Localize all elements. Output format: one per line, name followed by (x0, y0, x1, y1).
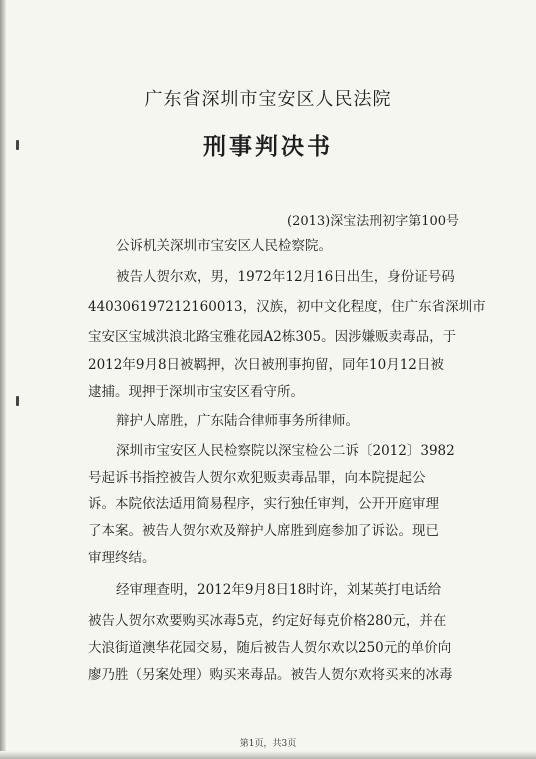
document-title: 刑事判决书 (203, 133, 333, 160)
court-name: 广东省深圳市宝安区人民法院 (144, 89, 392, 110)
body-line: 公诉机关深圳市宝安区人民检察院。 (116, 238, 332, 254)
body-line: 440306197212160013，汉族，初中文化程度，住广东省深圳市 (88, 299, 486, 315)
body-line: 逮捕。现押于深圳市宝安区看守所。 (88, 384, 304, 400)
body-line: 深圳市宝安区人民检察院以深宝检公二诉〔2012〕3982 (116, 443, 455, 459)
body-line: 审理终结。 (88, 550, 156, 566)
body-line: 号起诉书指控被告人贺尔欢犯贩卖毒品罪，向本院提起公 (88, 470, 426, 486)
page-number: 第1页，共3页 (239, 739, 297, 749)
scan-bottom-edge-shadow (0, 751, 536, 759)
body-line: 被告人贺尔欢，男，1972年12月16日出生，身份证号码 (116, 269, 455, 285)
body-line: 辩护人席胜，广东陆合律师事务所律师。 (116, 413, 359, 429)
binding-mark (16, 396, 19, 406)
body-line: 宝安区宝城洪浪北路宝雅花园A2栋305。因涉嫌贩卖毒品，于 (88, 329, 457, 345)
body-line: 大浪街道澳华花园交易，随后被告人贺尔欢以250元的单价向 (88, 640, 452, 656)
body-line: 诉。本院依法适用简易程序，实行独任审判，公开开庭审理 (88, 496, 439, 512)
body-line: 经审理查明，2012年9月8日18时许，刘某英打电话给 (116, 582, 442, 598)
body-line: 了本案。被告人贺尔欢及辩护人席胜到庭参加了诉讼。现已 (88, 523, 439, 539)
body-line: 被告人贺尔欢要购买冰毒5克，约定好每克价格280元，并在 (88, 613, 447, 629)
case-number: (2013)深宝法刑初字第100号 (287, 214, 460, 229)
scan-left-edge-shadow (0, 0, 6, 759)
body-line: 2012年9月8日被羁押，次日被刑事拘留，同年10月12日被 (88, 357, 444, 373)
body-line: 廖乃胜（另案处理）购买来毒品。被告人贺尔欢将买来的冰毒 (88, 667, 453, 683)
